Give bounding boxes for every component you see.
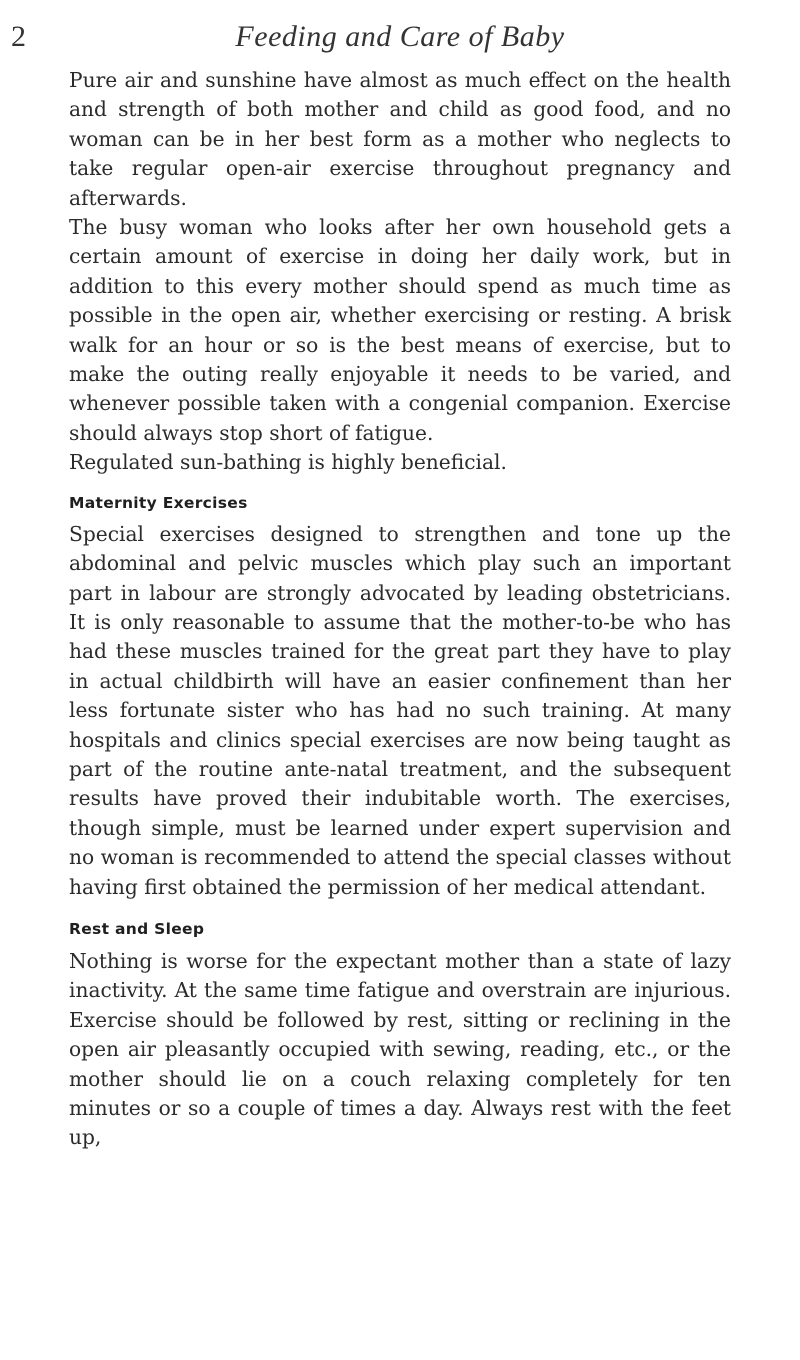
running-head <box>0 10 800 60</box>
paragraph-sun-bathing: Regulated sun-bathing is highly beneficial. <box>69 450 507 475</box>
page-body <box>69 66 731 1153</box>
page-number: 2 <box>11 20 26 53</box>
paragraph-busy-woman: The busy woman who looks after her own household gets a certain amount of exercise in doing her daily work, but in addition to this every mother should spend as much time as possible in the open air, whether exercising or resting. A brisk walk for an hour or so is the best means of exercise, but to make the outing really enjoyable it needs to be varied, and whenever possible taken with a congenial companion. Exercise should always stop short of fatigue. <box>69 215 731 445</box>
heading-rest-and-sleep: Rest and Sleep <box>69 919 205 938</box>
paragraph-rest-and-sleep: Nothing is worse for the expectant mother than a state of lazy inactivity. At the same time fatigue and overstrain are injurious. Exercise should be followed by rest, sitting or reclining in the open air pleasantly occupied with sewing, reading, etc., or the mother should lie on a couch relaxing completely for ten minutes or so a couple of times a day. Always rest with the feet up, <box>69 948 731 1150</box>
paragraph-maternity-exercises: Special exercises designed to strengthen and tone up the abdominal and pelvic muscles which play such an important part in labour are strongly advocated by leading obstetricians. It is only reasonable to assume that the mother-to-be who has had these muscles trained for the great part they have to play in actual childbirth will have an easier confinement than her less fortunate sister who has had no such training. At many hospitals and clinics special exercises are now being taught as part of the routine ante-natal treatment, and the subsequent results have proved their indubitable worth. The exercises, though simple, must be learned under expert supervision and no woman is recommended to attend the special classes without having first obtained the permission of her medical attendant. <box>69 521 731 899</box>
heading-maternity-exercises: Maternity Exercises <box>69 493 248 512</box>
paragraph-pure-air: Pure air and sunshine have almost as much effect on the health and strength of both mother and child as good food, and no woman can be in her best form as a mother who neglects to take regular open-air exercise throughout pregnancy and afterwards. <box>69 68 731 210</box>
book-title: Feeding and Care of Baby <box>235 20 565 53</box>
